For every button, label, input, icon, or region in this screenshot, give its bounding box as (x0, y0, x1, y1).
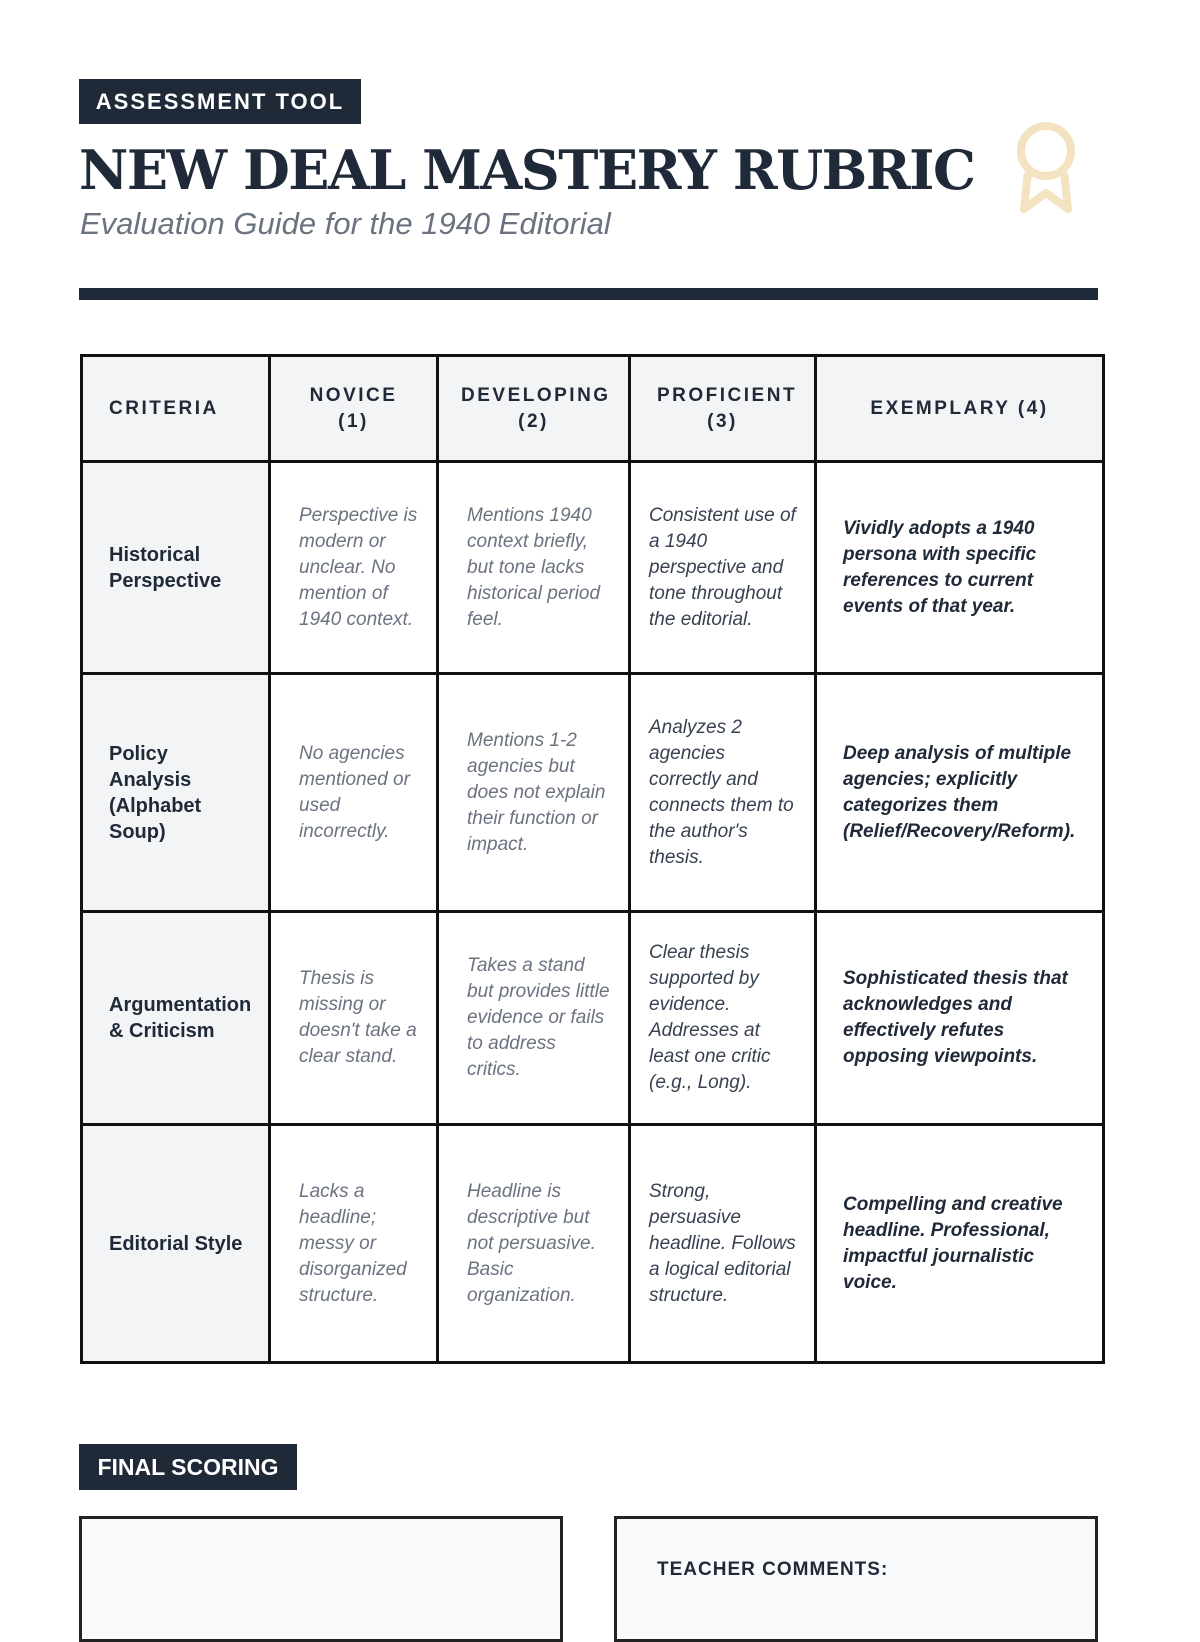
teacher-comments-label: TEACHER COMMENTS: (657, 1559, 889, 1580)
assessment-tool-badge: ASSESSMENT TOOL (79, 79, 361, 124)
rubric-table (80, 354, 1105, 1364)
table-header-row (82, 356, 1104, 462)
header-proficient: PROFICIENT (3) (630, 356, 816, 462)
novice-cell: No agencies mentioned or used incorrectly. (270, 674, 438, 912)
header-criteria: CRITERIA (82, 356, 270, 462)
teacher-comments-box[interactable] (614, 1516, 1098, 1642)
table-row (82, 674, 1104, 912)
criteria-cell: Editorial Style (82, 1125, 270, 1363)
proficient-cell: Consistent use of a 1940 perspective and tone throughout the editorial. (630, 462, 816, 674)
novice-cell: Thesis is missing or doesn't take a clear stand. (270, 912, 438, 1125)
exemplary-cell: Sophisticated thesis that acknowledges and effectively refutes opposing viewpoints. (816, 912, 1104, 1125)
developing-cell: Mentions 1940 context briefly, but tone lacks historical period feel. (438, 462, 630, 674)
exemplary-cell: Deep analysis of multiple agencies; explicitly categorizes them (Relief/Recovery/Reform). (816, 674, 1104, 912)
exemplary-cell: Vividly adopts a 1940 persona with specific references to current events of that year. (816, 462, 1104, 674)
proficient-cell: Strong, persuasive headline. Follows a logical editorial structure. (630, 1125, 816, 1363)
page-title: NEW DEAL MASTERY RUBRIC (79, 138, 975, 202)
developing-cell: Mentions 1-2 agencies but does not explain their function or impact. (438, 674, 630, 912)
score-box (79, 1516, 563, 1642)
header-developing: DEVELOPING (2) (438, 356, 630, 462)
developing-cell: Takes a stand but provides little evidence or fails to address critics. (438, 912, 630, 1125)
criteria-cell: Historical Perspective (82, 462, 270, 674)
novice-cell: Perspective is modern or unclear. No mention of 1940 context. (270, 462, 438, 674)
table-row (82, 1125, 1104, 1363)
criteria-cell: Argumentation & Criticism (82, 912, 270, 1125)
proficient-cell: Analyzes 2 agencies correctly and connects them to the author's thesis. (630, 674, 816, 912)
header-exemplary: EXEMPLARY (4) (816, 356, 1104, 462)
criteria-cell: Policy Analysis (Alphabet Soup) (82, 674, 270, 912)
exemplary-cell: Compelling and creative headline. Professional, impactful journalistic voice. (816, 1125, 1104, 1363)
header-divider (79, 288, 1098, 300)
proficient-cell: Clear thesis supported by evidence. Addresses at least one critic (e.g., Long). (630, 912, 816, 1125)
table-row (82, 462, 1104, 674)
final-scoring-heading: FINAL SCORING (79, 1444, 297, 1490)
developing-cell: Headline is descriptive but not persuasive. Basic organization. (438, 1125, 630, 1363)
header-novice: NOVICE (1) (270, 356, 438, 462)
novice-cell: Lacks a headline; messy or disorganized structure. (270, 1125, 438, 1363)
table-row (82, 912, 1104, 1125)
award-ribbon-icon (1010, 115, 1082, 220)
page-subtitle: Evaluation Guide for the 1940 Editorial (80, 206, 611, 241)
